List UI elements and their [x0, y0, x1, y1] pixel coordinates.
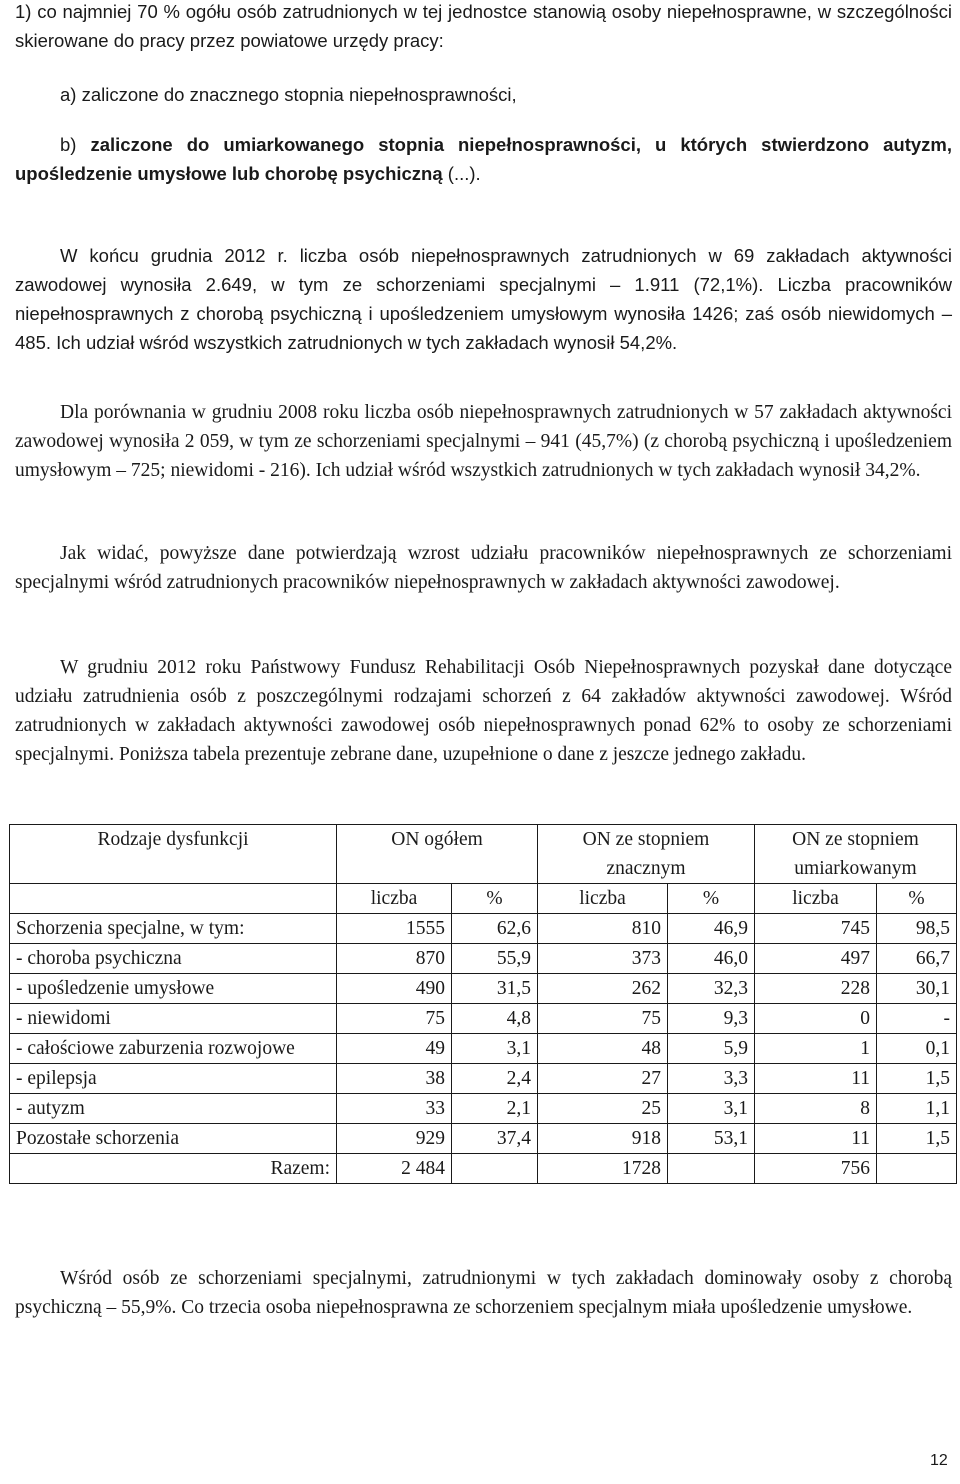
- header-on-total: ON ogółem: [337, 825, 538, 884]
- row-value: 490: [337, 974, 452, 1004]
- paragraph-summary: Wśród osób ze schorzeniami specjalnymi, zatrudnionymi w tych zakładach dominowały osoby z chorobą psychiczną – 55,9%. Co trzecia osoba niepełnosprawna ze schorzeniem specjalnym miała upośledzenie umysłowe.: [15, 1268, 952, 1318]
- table-row: [10, 974, 957, 1004]
- paragraph-2008-comparison: Dla porównania w grudniu 2008 roku liczba osób niepełnosprawnych zatrudnionych w 57 zakładach aktywności zawodowej wynosiła 2 059, w tym ze schorzeniami specjalnymi – 941 (45,7%) (z chorobą psychiczną i upośledzeniem umysłowym – 725; niewidomi - 216). Ich udział wśród wszystkich zatrudnionych w tych zakładach wynosił 34,2%.: [15, 402, 952, 481]
- subheader-empty: [10, 884, 337, 914]
- dysfunction-table: [9, 824, 957, 1184]
- row-value: 11: [755, 1124, 877, 1154]
- row-value: 30,1: [877, 974, 957, 1004]
- row-value: 1: [755, 1034, 877, 1064]
- row-label: - choroba psychiczna: [10, 944, 337, 974]
- paragraph-conclusion: Jak widać, powyższe dane potwierdzają wzrost udziału pracowników niepełnosprawnych ze schorzeniami specjalnymi wśród zatrudnionych pracowników niepełnosprawnych w zakładach aktywności zawodowej.: [15, 543, 952, 593]
- row-value: 11: [755, 1064, 877, 1094]
- subheader-percent: %: [668, 884, 755, 914]
- row-label: - epilepsja: [10, 1064, 337, 1094]
- table-subheader-row: [10, 884, 957, 914]
- row-value: 31,5: [452, 974, 538, 1004]
- table-row: [10, 1094, 957, 1124]
- row-value: 27: [538, 1064, 668, 1094]
- row-label: Schorzenia specjalne, w tym:: [10, 914, 337, 944]
- row-value: 870: [337, 944, 452, 974]
- page-number: 12: [930, 1452, 948, 1469]
- row-value: 66,7: [877, 944, 957, 974]
- paragraph-criteria: 1) co najmniej 70 % ogółu osób zatrudnionych w tej jednostce stanowią osoby niepełnosprawne, w szczególności skierowane do pracy przez powiatowe urzędy pracy:: [15, 1, 952, 51]
- row-value: -: [877, 1004, 957, 1034]
- row-value: 228: [755, 974, 877, 1004]
- subheader-count: liczba: [337, 884, 452, 914]
- table-row: [10, 1034, 957, 1064]
- row-value: 3,1: [452, 1034, 538, 1064]
- row-value: 9,3: [668, 1004, 755, 1034]
- row-value: 38: [337, 1064, 452, 1094]
- row-value: 1,5: [877, 1124, 957, 1154]
- row-value: 3,1: [668, 1094, 755, 1124]
- subheader-percent: %: [877, 884, 957, 914]
- paragraph-2012-stats: W końcu grudnia 2012 r. liczba osób niepełnosprawnych zatrudnionych w 69 zakładach aktywności zawodowej wynosiła 2.649, w tym ze schorzeniami specjalnymi – 1.911 (72,1%). Liczba pracowników niepełnosprawnych z chorobą psychiczną i upośledzeniem umysłowym wynosiła 1426; zaś osób niewidomych – 485. Ich udział wśród wszystkich zatrudnionych w tych zakładach wynosił 54,2%.: [15, 245, 952, 353]
- row-value: 37,4: [452, 1124, 538, 1154]
- header-on-significant: ON ze stopniem znacznym: [538, 825, 755, 884]
- total-cell: 756: [755, 1154, 877, 1184]
- row-value: 1555: [337, 914, 452, 944]
- row-value: 497: [755, 944, 877, 974]
- row-label: - niewidomi: [10, 1004, 337, 1034]
- total-cell: [668, 1154, 755, 1184]
- row-value: 2,1: [452, 1094, 538, 1124]
- row-label: - całościowe zaburzenia rozwojowe: [10, 1034, 337, 1064]
- row-value: 8: [755, 1094, 877, 1124]
- row-value: 55,9: [452, 944, 538, 974]
- row-value: 2,4: [452, 1064, 538, 1094]
- row-value: 46,9: [668, 914, 755, 944]
- row-value: 929: [337, 1124, 452, 1154]
- subheader-count: liczba: [538, 884, 668, 914]
- row-label: - autyzm: [10, 1094, 337, 1124]
- row-value: 0: [755, 1004, 877, 1034]
- row-value: 4,8: [452, 1004, 538, 1034]
- total-cell: 1728: [538, 1154, 668, 1184]
- total-cell: 2 484: [337, 1154, 452, 1184]
- table-body: [10, 914, 957, 1154]
- list-item-b: [15, 130, 952, 188]
- row-label: Pozostałe schorzenia: [10, 1124, 337, 1154]
- row-value: 0,1: [877, 1034, 957, 1064]
- list-item-a: a) zaliczone do znacznego stopnia niepełnosprawności,: [60, 84, 517, 105]
- table-row: [10, 1064, 957, 1094]
- header-on-moderate: ON ze stopniem umiarkowanym: [755, 825, 957, 884]
- row-value: 75: [337, 1004, 452, 1034]
- row-value: 3,3: [668, 1064, 755, 1094]
- paragraph-pfron-data: W grudniu 2012 roku Państwowy Fundusz Rehabilitacji Osób Niepełnosprawnych pozyskał dane dotyczące udziału zatrudnienia osób z poszczególnymi rodzajami schorzeń z 64 zakładów aktywności zawodowej. Wśród zatrudnionych w zakładach aktywności zawodowej osób niepełnosprawnych ponad 62% to osoby ze schorzeniami specjalnymi. Poniższa tabela prezentuje zebrane dane, uzupełnione o dane z jeszcze jednego zakładu.: [15, 657, 952, 765]
- row-value: 1,1: [877, 1094, 957, 1124]
- total-cell: [877, 1154, 957, 1184]
- table-row: [10, 1004, 957, 1034]
- row-value: 62,6: [452, 914, 538, 944]
- total-label: Razem:: [10, 1154, 337, 1184]
- row-value: 745: [755, 914, 877, 944]
- table-total-row: [10, 1154, 957, 1184]
- table-row: [10, 1124, 957, 1154]
- row-value: 918: [538, 1124, 668, 1154]
- row-value: 48: [538, 1034, 668, 1064]
- table-header-row: [10, 825, 957, 884]
- list-item-b-suffix: (...).: [442, 163, 481, 184]
- row-value: 32,3: [668, 974, 755, 1004]
- subheader-count: liczba: [755, 884, 877, 914]
- list-item-b-prefix: b): [60, 134, 91, 155]
- row-value: 25: [538, 1094, 668, 1124]
- subheader-percent: %: [452, 884, 538, 914]
- total-cell: [452, 1154, 538, 1184]
- table-row: [10, 944, 957, 974]
- list-item-b-bold: zaliczone do umiarkowanego stopnia niepełnosprawności, u których stwierdzono autyzm, upośledzenie umysłowe lub chorobę psychiczną: [15, 134, 952, 184]
- row-value: 53,1: [668, 1124, 755, 1154]
- row-value: 1,5: [877, 1064, 957, 1094]
- row-value: 49: [337, 1034, 452, 1064]
- header-dysfunction-type: Rodzaje dysfunkcji: [10, 825, 337, 884]
- row-value: 33: [337, 1094, 452, 1124]
- row-value: 98,5: [877, 914, 957, 944]
- row-label: - upośledzenie umysłowe: [10, 974, 337, 1004]
- row-value: 373: [538, 944, 668, 974]
- row-value: 75: [538, 1004, 668, 1034]
- row-value: 262: [538, 974, 668, 1004]
- table-row: [10, 914, 957, 944]
- row-value: 810: [538, 914, 668, 944]
- row-value: 5,9: [668, 1034, 755, 1064]
- row-value: 46,0: [668, 944, 755, 974]
